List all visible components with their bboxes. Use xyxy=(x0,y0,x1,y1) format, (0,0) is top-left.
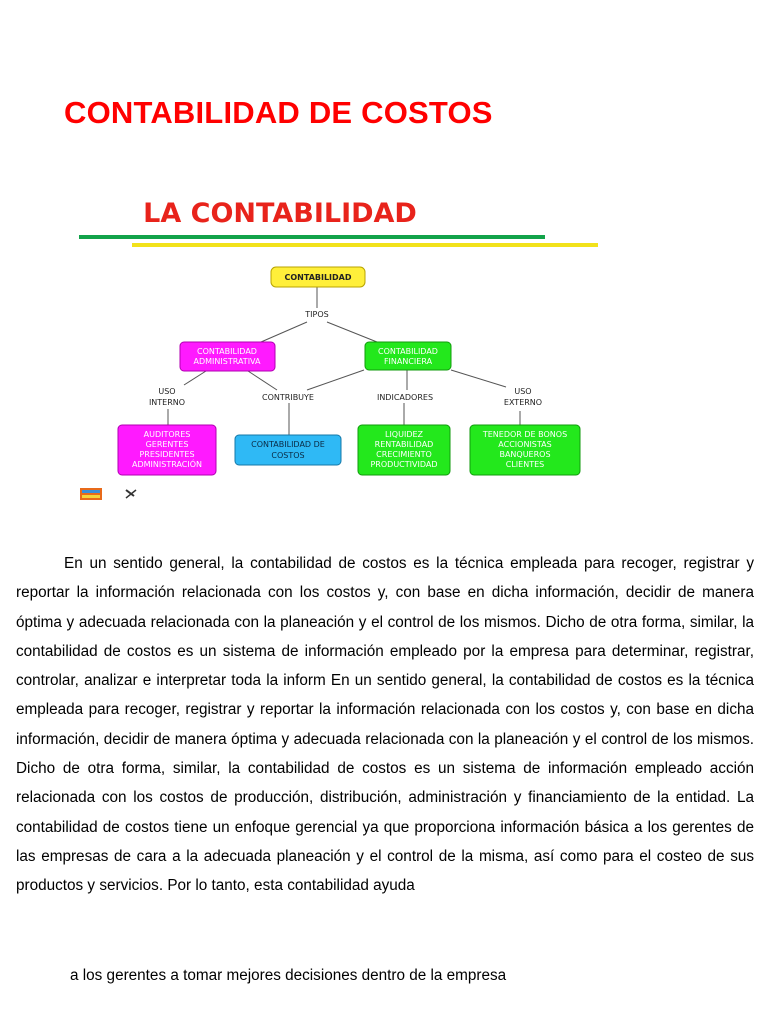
label-uso-interno-2: INTERNO xyxy=(148,398,186,407)
node-contabilidad xyxy=(271,267,365,287)
label-tipos: TIPOS xyxy=(305,310,329,319)
heading-underline-yellow xyxy=(132,243,598,247)
label-uso-externo-1: USO xyxy=(514,387,532,396)
leaf-ext-line1: TENEDOR DE BONOS xyxy=(482,430,568,439)
label-uso-interno-1: USO xyxy=(158,387,176,396)
leaf-ind-line2: RENTABILIDAD xyxy=(374,440,434,449)
node-liquidez xyxy=(358,425,450,475)
diagram-heading: LA CONTABILIDAD xyxy=(143,198,417,229)
leaf-admin-line2: GERENTES xyxy=(145,440,189,449)
page-title: CONTABILIDAD DE COSTOS xyxy=(64,95,493,130)
books-icon xyxy=(80,488,136,500)
leaf-ind-line4: PRODUCTIVIDAD xyxy=(370,460,438,469)
node-contabilidad-financiera xyxy=(365,342,451,370)
body-paragraph: En un sentido general, la contabilidad de costos es la técnica empleada para recoger, registrar y reportar la información relacionada con los costos y, con base en dicha información, decidir de manera óptima y adecuada relacionada con la planeación y el control de los mismos. Dicho de otra forma, similar, la contabilidad de costos es un sistema de información empleado por la empresa para determinar, registrar, controlar, analizar e interpretar toda la inform En un sentido general, la contabilidad de costos es la técnica empleada para recoger, registrar y reportar la información relacionada con los costos y, con base en dicha información, decidir de manera óptima y adecuada relacionada con la planeación y el control de los mismos. Dicho de otra forma, similar, la contabilidad de costos es un sistema de información empleado acción relacionada con los costos de producción, distribución, administración y financiamiento de la entidad. La contabilidad de costos tiene un enfoque gerencial ya que proporciona información básica a los gerentes de las empresas de cara a la adecuada planeación y el control de la misma, así como para el costeo de sus productos y servicios. Por lo tanto, esta contabilidad ayuda xyxy=(16,555,754,895)
node-admin-line1: CONTABILIDAD xyxy=(197,347,257,356)
leaf-admin-line3: PRESIDENTES xyxy=(139,450,195,459)
leaf-ind-line1: LIQUIDEZ xyxy=(384,430,424,439)
node-fin-line1: CONTABILIDAD xyxy=(378,347,438,356)
accounting-concept-map xyxy=(64,172,608,502)
node-admin-line2: ADMINISTRATIVA xyxy=(193,357,261,366)
node-contabilidad-administrativa xyxy=(180,342,275,371)
leaf-ext-line3: BANQUEROS xyxy=(499,450,551,459)
node-contabilidad-label: CONTABILIDAD xyxy=(284,273,352,282)
node-fin-line2: FINANCIERA xyxy=(383,357,433,366)
label-contribuye: CONTRIBUYE xyxy=(262,393,314,402)
leaf-costos-line2: COSTOS xyxy=(271,451,305,460)
label-uso-externo-2: EXTERNO xyxy=(503,398,543,407)
node-contabilidad-de-costos xyxy=(235,435,341,465)
leaf-admin-line1: AUDITORES xyxy=(143,430,191,439)
node-auditores xyxy=(118,425,216,475)
label-indicadores: INDICADORES xyxy=(376,393,434,402)
node-tenedor-de-bonos xyxy=(470,425,580,475)
leaf-admin-line4: ADMINISTRACIÓN xyxy=(132,460,202,469)
leaf-costos-line1: CONTABILIDAD DE xyxy=(251,440,325,449)
body-paragraph-end: a los gerentes a tomar mejores decisiones dentro de la empresa xyxy=(70,967,507,984)
leaf-ind-line3: CRECIMIENTO xyxy=(376,450,432,459)
leaf-ext-line2: ACCIONISTAS xyxy=(498,440,552,449)
heading-underline-green xyxy=(79,235,545,239)
leaf-ext-line4: CLIENTES xyxy=(505,460,545,469)
